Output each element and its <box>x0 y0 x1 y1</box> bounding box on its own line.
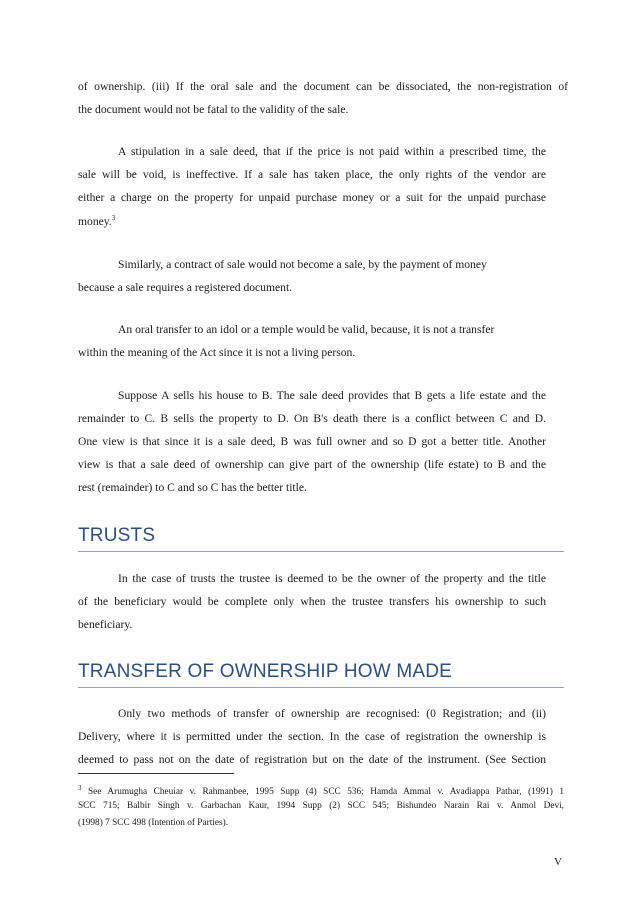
paragraph-line: within the meaning of the Act since it is not a living person. <box>78 346 356 359</box>
footnote-separator <box>78 773 234 774</box>
paragraph-line: Delivery, where it is permitted under the section. In the case of registration the ownership is <box>78 730 546 743</box>
paragraph-line: One view is that since it is a sale deed, B was full owner and so D got a better title. Another <box>78 435 546 448</box>
paragraph-line: beneficiary. <box>78 618 133 631</box>
paragraph-line: of ownership. (iii) If the oral sale and the document can be dissociated, the non-registration of <box>78 80 568 93</box>
paragraph-line: deemed to pass not on the date of registration but on the date of the instrument. (See Section <box>78 753 546 766</box>
paragraph-line: remainder to C. B sells the property to D. On B's death there is a conflict between C and D. <box>78 412 546 425</box>
footnote-line: SCC 715; Balbir Singh v. Garbachan Kaur, 1994 Supp (2) SCC 545; Bishundeo Narain Rai v. Anmol Devi, <box>78 801 564 811</box>
paragraph-line: because a sale requires a registered document. <box>78 281 293 294</box>
footnote-number: 3 <box>78 784 82 792</box>
footnote-line: (1998) 7 SCC 498 (Intention of Parties). <box>78 818 229 828</box>
paragraph-line: Similarly, a contract of sale would not become a sale, by the payment of money <box>118 258 487 271</box>
paragraph-line: Only two methods of transfer of ownership are recognised: (0 Registration; and (ii) <box>118 707 546 720</box>
paragraph-line: In the case of trusts the trustee is deemed to be the owner of the property and the title <box>118 572 546 585</box>
paragraph-line: view is that a sale deed of ownership can give part of the ownership (life estate) to B and the <box>78 458 546 471</box>
footnote-reference: 3 <box>111 214 116 222</box>
section-heading-trusts: TRUSTS <box>78 525 564 552</box>
paragraph-line: A stipulation in a sale deed, that if the price is not paid within a prescribed time, the <box>118 145 546 158</box>
paragraph-line: rest (remainder) to C and so C has the better title. <box>78 481 307 494</box>
paragraph-line: the document would not be fatal to the validity of the sale. <box>78 103 349 116</box>
section-heading-transfer-of-ownership: TRANSFER OF OWNERSHIP HOW MADE <box>78 661 564 688</box>
paragraph-line: sale will be void, is ineffective. If a sale has taken place, the only rights of the vendor are <box>78 168 546 181</box>
paragraph-line: money.$^3$ <box>78 214 116 228</box>
footnote-line: $^3$ See Arumugha Cheuiar v. Rahmanbee, 1995 Supp (4) SCC 536; Hamda Ammal v. Avadiappa Pathar, (1991) 1 <box>78 784 564 798</box>
paragraph-line: An oral transfer to an idol or a temple would be valid, because, it is not a transfer <box>118 323 495 336</box>
page-number: V <box>554 856 562 868</box>
paragraph-line: Suppose A sells his house to B. The sale deed provides that B gets a life estate and the <box>118 389 546 402</box>
paragraph-line: of the beneficiary would be complete only when the trustee transfers his ownership to such <box>78 595 546 608</box>
paragraph-line: either a charge on the property for unpaid purchase money or a suit for the unpaid purchase <box>78 191 546 204</box>
